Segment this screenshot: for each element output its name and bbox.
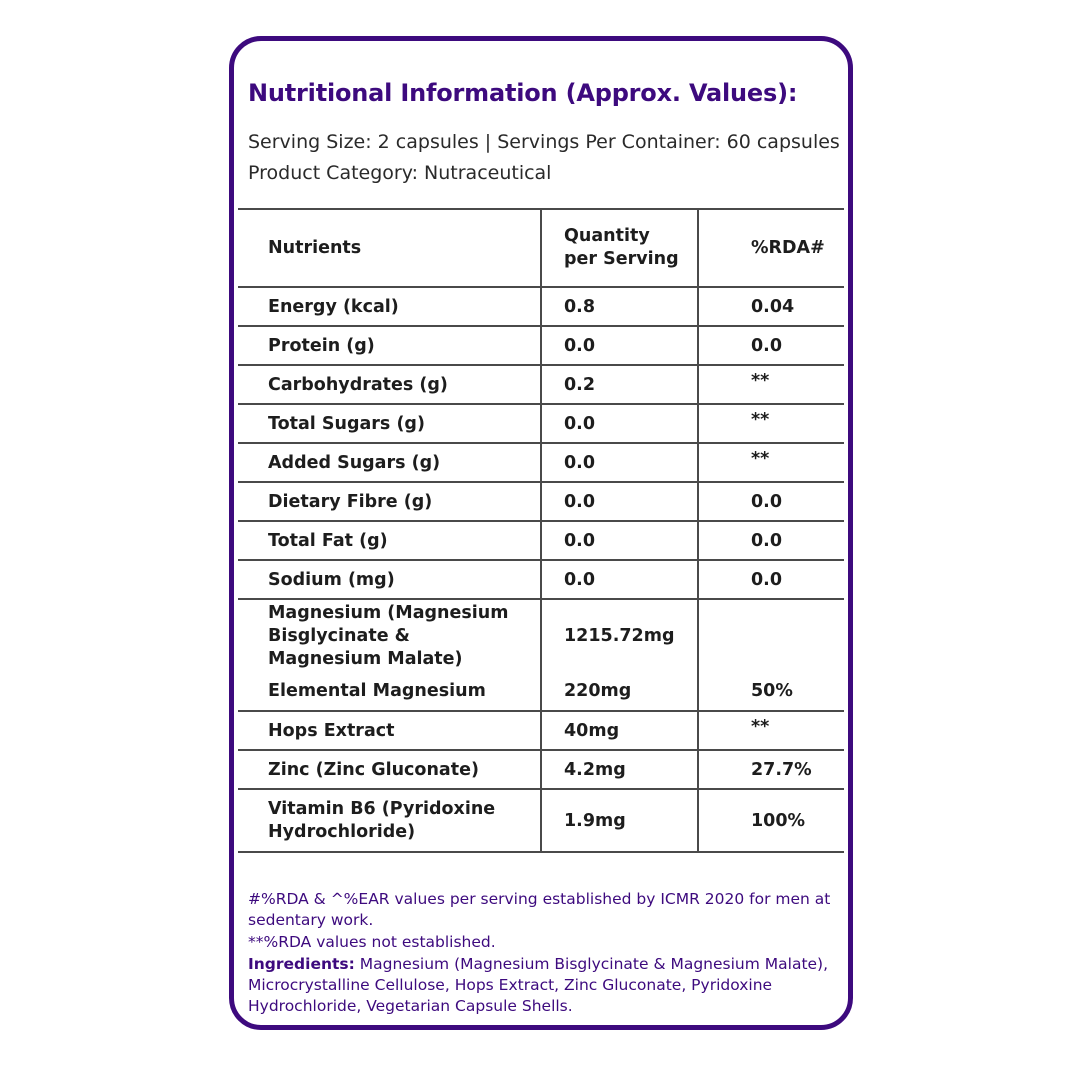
- nutrient-name: Protein (g): [238, 326, 541, 365]
- elemental-magnesium-label: Elemental Magnesium: [268, 681, 486, 701]
- ingredients-text: Magnesium (Magnesium Bisglycinate & Magnesium Malate), Microcrystalline Cellulose, Hops Extract, Zinc Gluconate, Pyridoxine Hydrochloride, Vegetarian Capsule Shells.: [248, 955, 829, 1015]
- table-header-row: [238, 209, 844, 287]
- nutrition-table: [238, 208, 844, 853]
- nutrient-quantity: 0.0: [541, 521, 698, 560]
- table-row: [238, 326, 844, 365]
- nutrient-name: Total Sugars (g): [238, 404, 541, 443]
- nutrient-quantity: 0.0: [541, 404, 698, 443]
- nutrient-quantity: 0.0: [541, 326, 698, 365]
- nutrient-quantity: 40mg: [541, 711, 698, 750]
- nutrient-name: Zinc (Zinc Gluconate): [238, 750, 541, 789]
- header-quantity: [541, 209, 698, 287]
- magnesium-name-line1: Magnesium (Magnesium: [268, 602, 509, 623]
- page-title: Nutritional Information (Approx. Values):: [248, 79, 798, 107]
- nutrient-rda: 0.0: [698, 326, 844, 365]
- nutrient-name: Dietary Fibre (g): [238, 482, 541, 521]
- nutrient-name: Added Sugars (g): [238, 443, 541, 482]
- nutrient-name: Carbohydrates (g): [238, 365, 541, 404]
- nutrient-quantity: 1.9mg: [541, 789, 698, 852]
- not-established-footnote: **%RDA values not established.: [248, 933, 496, 951]
- table-row-magnesium: [238, 599, 844, 711]
- nutrient-rda: **: [751, 716, 770, 737]
- b6-name-line1: Vitamin B6 (Pyridoxine: [268, 798, 496, 819]
- header-quantity-line2: per Serving: [564, 249, 679, 269]
- ingredients: [248, 954, 848, 1017]
- table-row: [238, 443, 844, 482]
- nutrient-rda: 27.7%: [698, 750, 844, 789]
- table-row: [238, 287, 844, 326]
- table-row-b6: [238, 789, 844, 852]
- nutrient-name: Sodium (mg): [238, 560, 541, 599]
- header-rda: %RDA#: [698, 209, 844, 287]
- nutrient-rda: 0.0: [698, 521, 844, 560]
- nutrient-rda: 100%: [698, 789, 844, 852]
- elemental-magnesium-rda: 50%: [751, 681, 793, 701]
- nutrition-card: [229, 36, 853, 1030]
- nutrient-quantity: 0.2: [541, 365, 698, 404]
- nutrient-rda: **: [751, 370, 770, 391]
- elemental-magnesium-quantity: 220mg: [564, 681, 632, 701]
- table-row: [238, 711, 844, 750]
- nutrient-rda: 0.04: [698, 287, 844, 326]
- rda-footnote: #%RDA & ^%EAR values per serving established by ICMR 2020 for men at sedentary work.: [248, 890, 831, 929]
- nutrient-rda: 0.0: [698, 482, 844, 521]
- product-category: Product Category: Nutraceutical: [248, 162, 552, 184]
- header-quantity-line1: Quantity: [564, 226, 650, 246]
- magnesium-name-line2: Bisglycinate &: [268, 625, 410, 646]
- nutrient-quantity: 4.2mg: [541, 750, 698, 789]
- magnesium-quantity: 1215.72mg: [564, 626, 675, 646]
- nutrient-quantity: 0.0: [541, 482, 698, 521]
- table-row: [238, 365, 844, 404]
- table-row: [238, 521, 844, 560]
- nutrient-name: Hops Extract: [238, 711, 541, 750]
- b6-name-line2: Hydrochloride): [268, 821, 416, 842]
- ingredients-label: Ingredients:: [248, 955, 355, 973]
- header-nutrients: Nutrients: [238, 209, 541, 287]
- nutrient-rda: **: [751, 448, 770, 469]
- table-row: [238, 404, 844, 443]
- nutrient-rda: **: [751, 409, 770, 430]
- table-row: [238, 750, 844, 789]
- nutrient-quantity: 0.0: [541, 560, 698, 599]
- nutrient-quantity: 0.8: [541, 287, 698, 326]
- nutrient-rda: 0.0: [698, 560, 844, 599]
- table-row: [238, 482, 844, 521]
- nutrient-name: Energy (kcal): [238, 287, 541, 326]
- nutrient-name: Total Fat (g): [238, 521, 541, 560]
- table-row: [238, 560, 844, 599]
- magnesium-name-line3: Magnesium Malate): [268, 648, 463, 669]
- serving-info: Serving Size: 2 capsules | Servings Per Container: 60 capsules: [248, 131, 840, 153]
- nutrient-quantity: 0.0: [541, 443, 698, 482]
